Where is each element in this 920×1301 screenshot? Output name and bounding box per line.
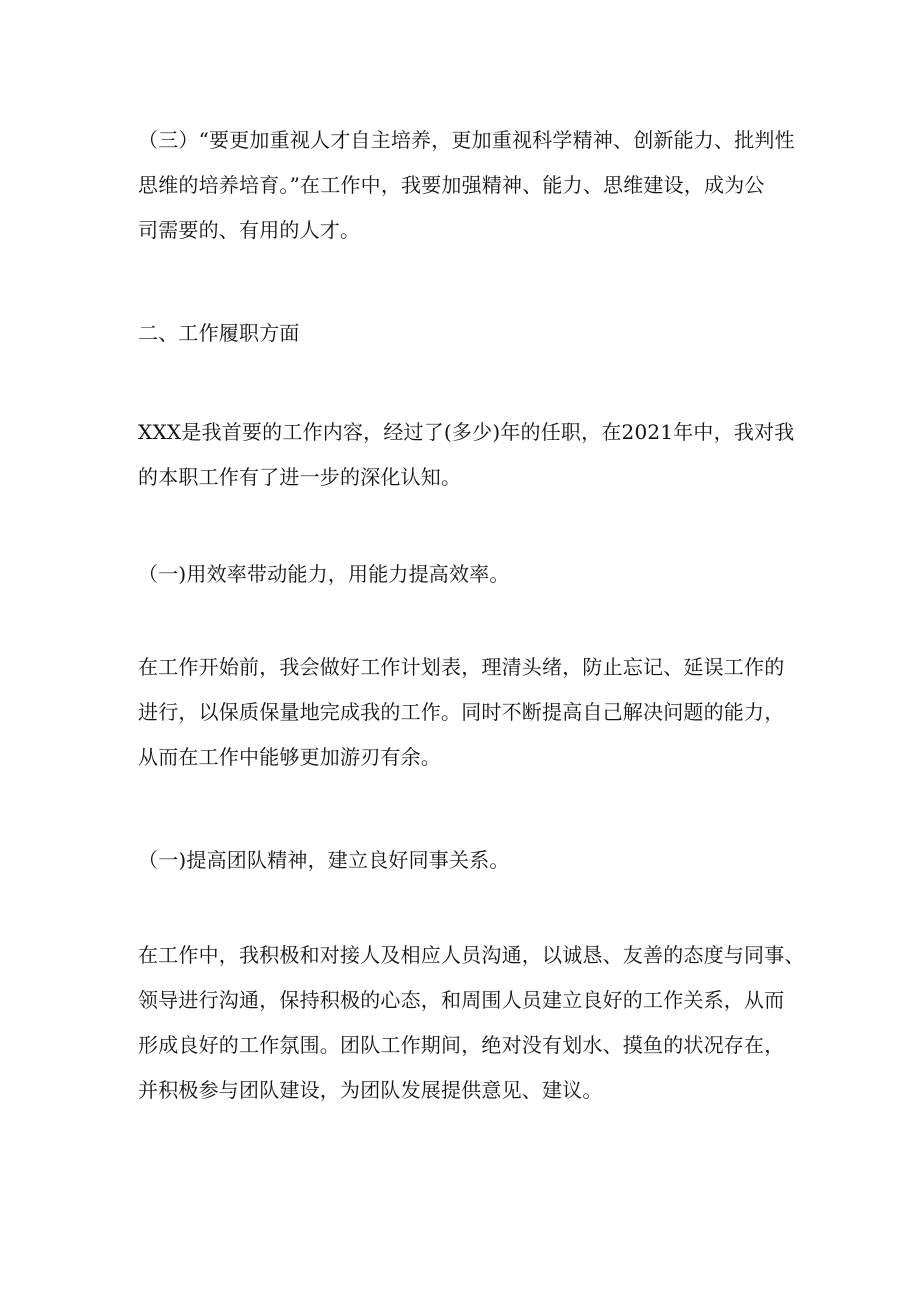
subheading-text: （一)提高团队精神，建立良好同事关系。	[138, 848, 510, 872]
text-line: 形成良好的工作氛围。团队工作期间，绝对没有划水、摸鱼的状况存在，	[138, 1033, 785, 1057]
text-line: 在工作中，我积极和对接人及相应人员沟通，以诚恳、友善的态度与同事、	[138, 943, 805, 967]
subheading-team-spirit	[138, 838, 798, 883]
section-heading-work-duties	[138, 311, 798, 356]
text-line: 领导进行沟通，保持积极的心态，和周围人员建立良好的工作关系，从而	[138, 988, 785, 1012]
paragraph-primary-work	[138, 410, 798, 500]
heading-text: 二、工作履职方面	[138, 321, 300, 345]
text-line: 司需要的、有用的人才。	[138, 218, 361, 242]
subheading-text: （一)用效率带动能力，用能力提高效率。	[138, 562, 510, 586]
text-line: 并积极参与团队建设，为团队发展提供意见、建议。	[138, 1078, 603, 1102]
paragraph-talent-cultivation	[138, 118, 798, 253]
paragraph-team-communication	[138, 933, 805, 1113]
text-line: 思维的培养培育。”在工作中，我要加强精神、能力、思维建设，成为公	[138, 173, 765, 197]
text-line: XXX是我首要的工作内容，经过了(多少)年的任职，在2021年中，我对我	[138, 420, 795, 444]
subheading-efficiency	[138, 552, 798, 597]
text-line: （三）“要更加重视人才自主培养，更加重视科学精神、创新能力、批判性	[138, 128, 795, 152]
text-line: 从而在工作中能够更加游刃有余。	[138, 745, 441, 769]
text-line: 的本职工作有了进一步的深化认知。	[138, 465, 462, 489]
text-line: 进行，以保质保量地完成我的工作。同时不断提高自己解决问题的能力，	[138, 700, 785, 724]
text-line: 在工作开始前，我会做好工作计划表，理清头绪，防止忘记、延误工作的	[138, 655, 785, 679]
paragraph-work-planning	[138, 645, 798, 780]
